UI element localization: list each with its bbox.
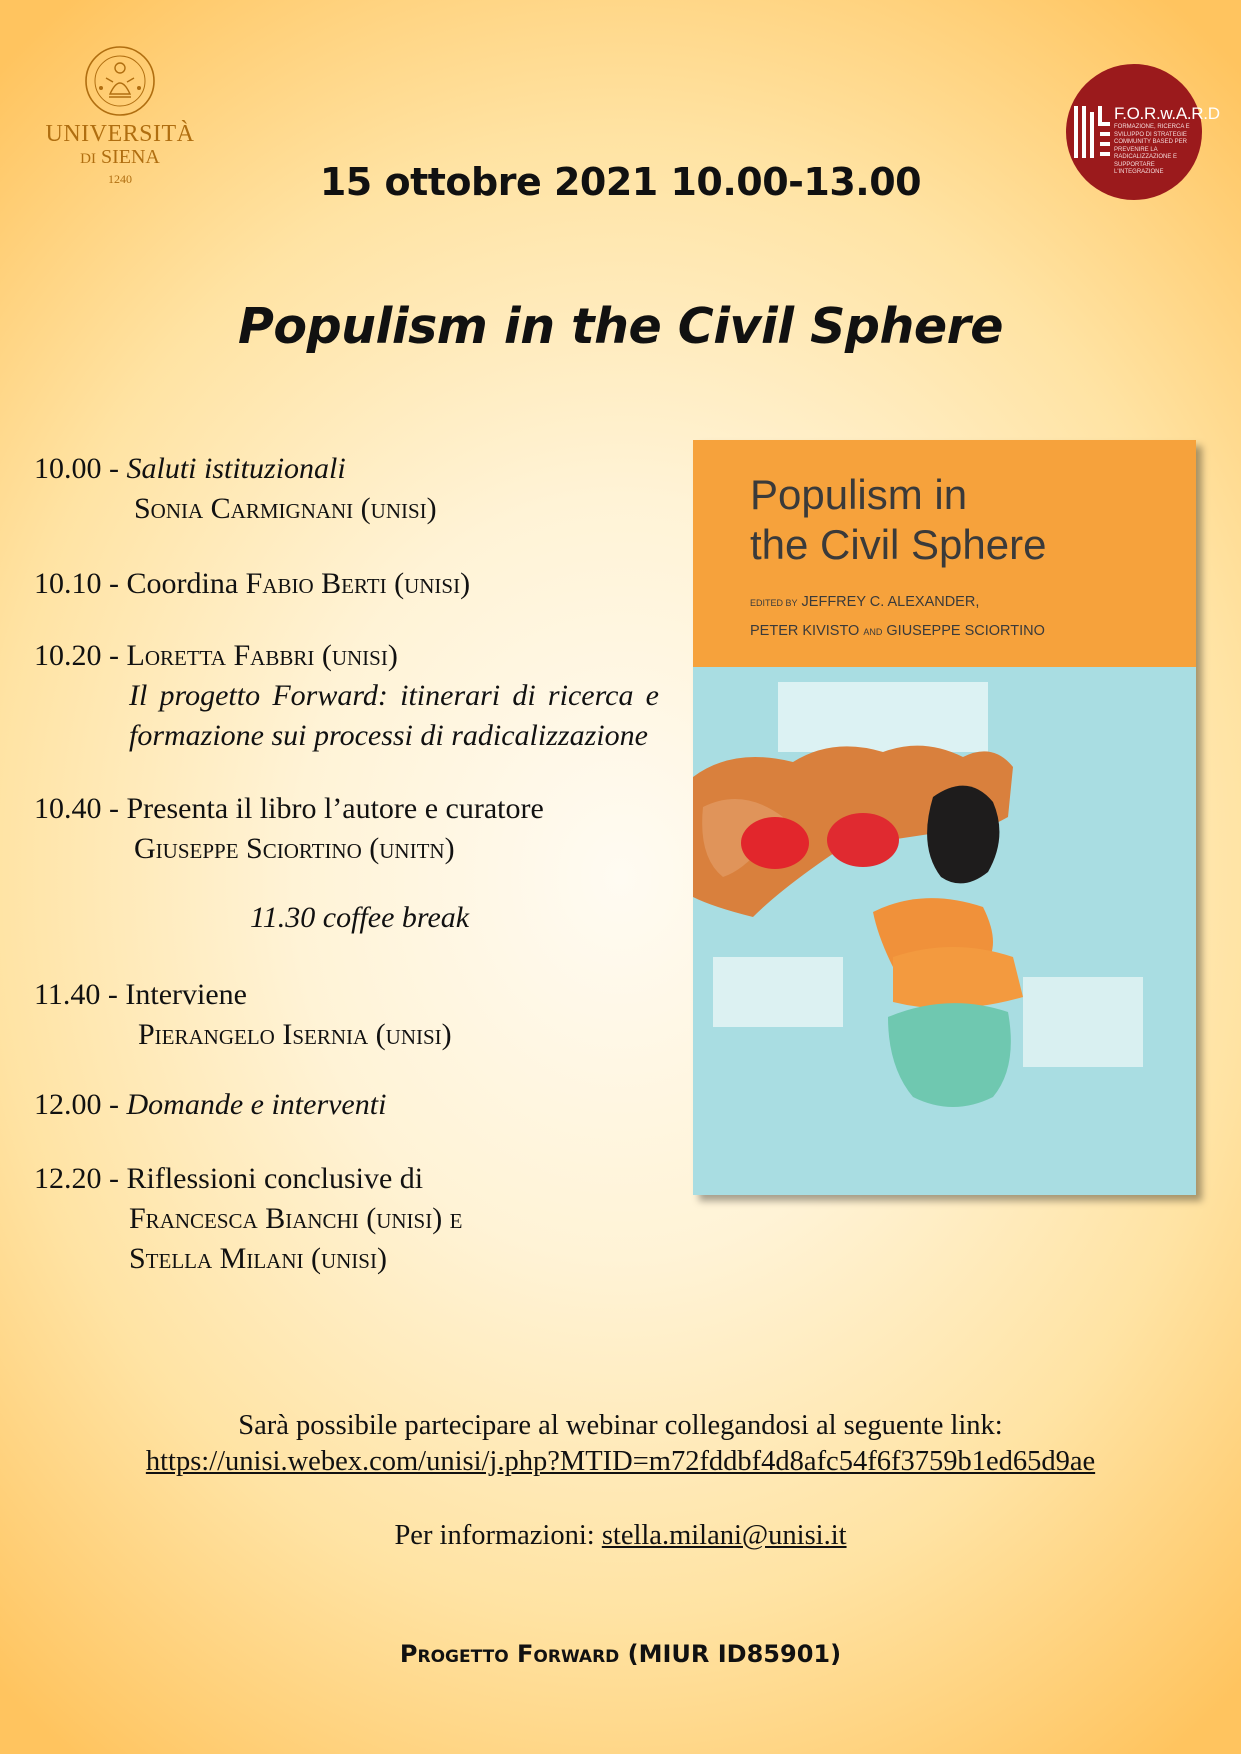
editor-name: GIUSEPPE SCIORTINO bbox=[886, 623, 1045, 639]
book-cover-title-line: Populism in bbox=[750, 471, 968, 518]
separator: - bbox=[107, 978, 118, 1011]
edited-by: EDITED BY bbox=[750, 598, 798, 608]
program-time: 10.10 bbox=[34, 567, 102, 600]
program-item bbox=[34, 789, 544, 869]
editor-name: JEFFREY C. ALEXANDER, bbox=[801, 594, 980, 610]
program-time: 10.20 bbox=[34, 639, 102, 672]
event-date: 15 ottobre 2021 10.00-13.00 bbox=[319, 160, 922, 204]
program-item bbox=[34, 1085, 386, 1125]
program-item bbox=[34, 564, 470, 604]
unisi-city-name: SIENA bbox=[100, 146, 160, 168]
forward-tagline: FORMAZIONE, RICERCA E SVILUPPO DI STRATEGIE COMMUNITY BASED PER PREVENIRE LA RADICALIZZAZIONE E SUPPORTARE L'INTEGRAZIONE bbox=[1114, 124, 1190, 175]
coffee-break: 11.30 coffee break bbox=[250, 901, 470, 934]
separator: - bbox=[109, 792, 119, 825]
unisi-name: UNIVERSITÀ bbox=[45, 121, 195, 147]
program-activity: Saluti istituzionali bbox=[126, 452, 346, 485]
event-title: Populism in the Civil Sphere bbox=[238, 298, 1003, 355]
separator: - bbox=[109, 1088, 119, 1121]
program-activity: Riflessioni conclusive di bbox=[126, 1162, 424, 1195]
program-speaker: Sonia Carmignani (unisi) bbox=[134, 492, 437, 525]
forward-name: F.O.R.w.A.R.D bbox=[1114, 104, 1220, 123]
program-activity: Interviene bbox=[125, 978, 247, 1011]
separator: - bbox=[109, 639, 119, 672]
program-time: 12.20 bbox=[34, 1162, 102, 1195]
program-speaker: Pierangelo Isernia (unisi) bbox=[138, 1018, 452, 1051]
program-speaker: Fabio Berti (unisi) bbox=[245, 567, 471, 600]
unisi-city-prefix: DI bbox=[80, 151, 96, 167]
program-activity: Presenta il libro l’autore e curatore bbox=[126, 792, 544, 825]
and-word: AND bbox=[863, 627, 883, 637]
program-speaker: Giuseppe Sciortino (unitn) bbox=[134, 832, 455, 865]
program-speaker: Stella Milani (unisi) bbox=[129, 1242, 387, 1275]
book-cover-editors bbox=[750, 588, 1045, 646]
program-time: 10.40 bbox=[34, 792, 102, 825]
program-item bbox=[34, 1159, 463, 1279]
book-cover-title bbox=[750, 470, 1046, 570]
program-activity: Coordina bbox=[126, 567, 239, 600]
info-line bbox=[0, 1520, 1241, 1552]
book-cover bbox=[693, 440, 1196, 1195]
program-time: 10.00 bbox=[34, 452, 102, 485]
program-speaker: Loretta Fabbri (unisi) bbox=[126, 639, 398, 672]
project-line: Progetto Forward (MIUR ID85901) bbox=[399, 1640, 842, 1668]
program-time: 12.00 bbox=[34, 1088, 102, 1121]
program-item bbox=[34, 636, 659, 756]
program-speaker: Francesca Bianchi (unisi) e bbox=[129, 1202, 463, 1235]
info-email-link[interactable]: stella.milani@unisi.it bbox=[601, 1520, 847, 1551]
unisi-year: 1240 bbox=[108, 172, 132, 186]
separator: - bbox=[109, 452, 119, 485]
webinar-text: Sarà possibile partecipare al webinar collegandosi al seguente link: bbox=[238, 1410, 1003, 1441]
program-time: 11.40 bbox=[34, 978, 101, 1011]
book-cover-title-line: the Civil Sphere bbox=[750, 521, 1047, 568]
program-item bbox=[34, 449, 437, 529]
webinar-link[interactable]: https://unisi.webex.com/unisi/j.php?MTID=m72fddbf4d8afc54f6f3759b1ed65d9ae bbox=[145, 1446, 1096, 1477]
unisi-seal-icon bbox=[77, 44, 163, 118]
program-talk-title: Il progetto Forward: itinerari di ricerca e formazione sui processi di radicalizzazione bbox=[129, 679, 659, 752]
separator: - bbox=[109, 1162, 119, 1195]
separator: - bbox=[109, 567, 119, 600]
webinar-link-line bbox=[0, 1446, 1241, 1478]
book-cover-painting bbox=[693, 667, 1196, 1195]
program-item bbox=[34, 975, 452, 1055]
info-label: Per informazioni: bbox=[394, 1520, 595, 1551]
editor-name: PETER KIVISTO bbox=[750, 623, 860, 639]
program-activity: Domande e interventi bbox=[126, 1088, 387, 1121]
